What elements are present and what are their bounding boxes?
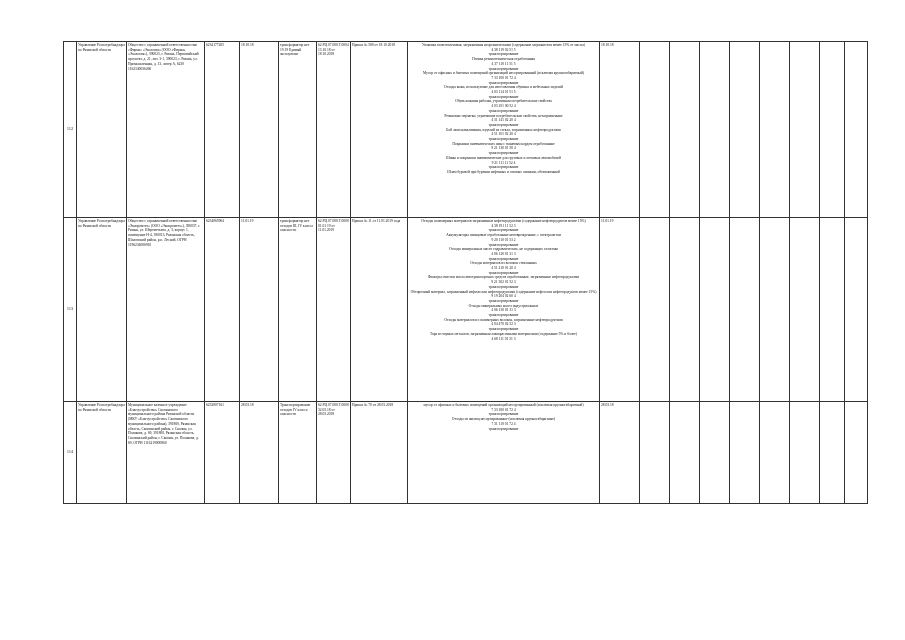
authority-cell: Управление Роспотребнадзора по Рязанской области [77,218,127,402]
row-number: 113 [64,218,77,402]
empty-cell [790,402,820,504]
waste-line: Отходы минеральных масел индустриальных [468,303,539,308]
waste-line: 4 31 141 02 20 4 [491,118,516,123]
waste-line: 9 21 130 01 50 4 [491,146,516,151]
waste-line: транспортирование [488,313,519,318]
organization-cell: Муниципальное казенное учреждение «Благоустройство» Скопинского муниципального района Рязанской области (МКУ «Благоустройство» Скопинского муниципального района), 391800, Рязанская область, Скопинский район, г. Скопин, ул. Полякова, д. 69, 391800, Рязанская область, Скопинский район, г. Скопин, ул. Полякова, д. 69, ОГРН 1116219000860 [127,402,205,504]
empty-cell [820,218,845,402]
table-row [64,42,868,218]
date-cell: 18.10.18 [240,42,279,218]
waste-line: транспортирование [488,242,519,247]
waste-line: 4 51 101 02 20 4 [491,132,516,137]
organization-cell: Общество с ограниченной ответственностью «Фирма» «Экология» (ООО «Фирма» «Экология»), 390023, г. Рязань, Первомайский проспект, д. 21, лит. 3-1, 390023, г. Рязань, ул. Промышленная, д. 13, литер А, 6230 1162340036260 [127,42,205,218]
waste-line: транспортирование [488,80,519,85]
license-cell: Приказ № 70 от 28.03.2018 [351,402,408,504]
date-cell: 28.03.18 [240,402,279,504]
waste-line: транспортирование [488,284,519,289]
waste-line: транспортирование [488,412,519,417]
empty-cell [640,402,670,504]
empty-cell [730,42,760,218]
inn-cell: 6233007161 [205,402,240,504]
empty-cell [845,402,868,504]
empty-cell [760,42,790,218]
waste-line: 4 68 111 01 51 3 [491,336,516,341]
waste-line: Резиновые перчатки, утратившие потребительские свойства, незагрязненные [444,113,563,118]
waste-line: транспортирование [488,270,519,275]
document-cell: 62.РЦ.07.000.Т.000413.10.18 от 18.10.2018 [317,42,351,218]
waste-line: 4 03 101 00 52 4 [491,104,516,109]
waste-line: 4 51 210 01 20 4 [491,266,516,271]
waste-line: Упаковка полиэтиленовая, загрязненная неорганическими (содержание загрязнителя менее 15% от массы) [421,43,586,47]
works-cell [408,402,600,504]
waste-line: транспортирование [488,327,519,332]
table-row [64,402,868,504]
waste-line: 7 33 100 01 72 4 [491,407,516,412]
waste-line: Тара из черных металлов, загрязненная лакокрасочными материалами (содержание 5% и более) [430,331,577,336]
register-table [63,41,868,504]
document-cell: 62.РЦ.07.000.Т.000032.03.18 от 28.03.2018 [317,402,351,504]
waste-line: Бой ламп накаливания, изделий из стекла, загрязненных нефтепродуктами [446,127,561,132]
end-date-cell: 11.01.19 [600,218,640,402]
waste-line: Пленка резинотехническая отработанная [472,57,535,62]
end-date-cell: 18.10.18 [600,42,640,218]
waste-line: Обувь кожаная рабочая, утратившая потребительские свойства [455,99,552,104]
waste-line: Обтирочный материал, загрязненный нефтью или нефтепродуктами (содержание нефти или нефтепродуктов менее 15%) [410,289,597,294]
organization-cell: Общество с ограниченной ответственностью «Экопромтех» (ООО «Экопромтех»), 390037, г. Рязань, ул. Шереметьева, д. 3, корпус 1, помещение Н-4, 390013, Рязанская область, Шиловский район, р.п. Лесной, ОГРН 1196234006910 [127,218,205,402]
waste-line: 9 21 111 11 52 4 [491,160,516,165]
waste-line: 9 20 110 01 53 2 [491,237,516,242]
waste-line: Отходы минеральных масел гидравлических, не содержащих галогены [449,247,558,252]
waste-line: Отходы материалов из волокон стеклянных [470,261,537,266]
waste-line: транспортирование [488,94,519,99]
waste-line: 7 33 100 01 72 4 [491,75,516,80]
waste-line: Отходы полимерных материалов загрязненные нефтепродуктами (содержание нефтепродуктов менее 15%) [421,219,586,223]
inn-cell: 6234065964 [205,218,240,402]
empty-cell [730,402,760,504]
waste-line: 4 06 130 01 31 3 [491,308,516,313]
row-number: 114 [64,402,77,504]
empty-cell [670,402,700,504]
empty-cell [700,42,730,218]
waste-line: Отходы из жилищ несортированные (исключая крупногабаритные) [451,417,556,422]
empty-cell [640,42,670,218]
empty-cell [760,218,790,402]
waste-line: транспортирование [488,122,519,127]
waste-line: транспортирование [488,52,519,57]
waste-line: Фильтры очистки масла автотранспортных средств отработанные, загрязненные нефтепродуктами [427,275,580,280]
waste-line: 4 06 120 01 31 3 [491,251,516,256]
document-cell: 62.РЦ.07.000.Т.000001.01.19 от 11.01.2019 [317,218,351,402]
works-cell [408,218,600,402]
waste-line: мусор от офисных и бытовых помещений организаций несортированный (исключая крупногабаритный) [423,403,584,407]
waste-line: 4 38 191 11 52 3 [491,223,516,228]
empty-cell [640,218,670,402]
waste-line: транспортирование [488,66,519,71]
works-cell [408,42,600,218]
basis-cell: трансформатор нет отходов III, IV класса опасности [279,218,317,402]
empty-cell [700,218,730,402]
waste-line: Отходы кожи, используемые для изготовления обувных и мебельных изделий [444,85,563,90]
waste-line: Отходы материалов из полимерных волокон, загрязненные нефтепродуктами [444,317,563,322]
waste-line: транспортирование [488,298,519,303]
empty-cell [760,402,790,504]
empty-cell [790,218,820,402]
waste-line: Аккумуляторы свинцовые отработанные неповрежденные, с электролитом [446,233,561,238]
empty-cell [845,218,868,402]
empty-cell [730,218,760,402]
waste-line: транспортирование [488,108,519,113]
empty-cell [820,402,845,504]
waste-line: транспортирование [488,228,519,233]
waste-line: транспортирование [488,151,519,156]
waste-line: 4 38 119 02 51 5 [491,47,516,52]
waste-line: 9 19 204 02 60 4 [491,294,516,299]
basis-cell: трансформатор нет 19.19 Единый эксплуатант [279,42,317,218]
table-row [64,218,868,402]
waste-line: 9 21 302 01 52 3 [491,280,516,285]
date-cell: 11.01.19 [240,218,279,402]
empty-cell [820,42,845,218]
license-cell: Приказ № 11 от 11.01.2019 года [351,218,408,402]
waste-line: 4 04 470 02 52 3 [491,322,516,327]
waste-line: Шины и покрышки пневматические для грузовых и легковых автомобилей [446,155,561,160]
waste-line: транспортирование [488,256,519,261]
authority-cell: Управление Роспотребнадзора по Рязанской области [77,42,127,218]
waste-line: транспортирование [488,137,519,142]
license-cell: Приказ № 580 от 18.10.2018 [351,42,408,218]
basis-cell: Транспортирование отходов IV класса опасности [279,402,317,504]
empty-cell [670,42,700,218]
waste-line: транспортирование [488,426,519,431]
waste-line: 7 31 110 01 72 4 [491,421,516,426]
empty-cell [845,42,868,218]
row-number: 112 [64,42,77,218]
empty-cell [670,218,700,402]
waste-line: Мусор от офисных и бытовых помещений организаций несортированный (исключая крупногабаритный) [423,71,584,76]
inn-cell: 6234177205 [205,42,240,218]
empty-cell [790,42,820,218]
waste-line: транспортирование [488,165,519,170]
waste-line: Покрышки пневматических шин с тканевым кордом отработанные [452,141,555,146]
waste-line: 4 37 110 11 51 5 [491,61,516,66]
end-date-cell: 28.03.18 [600,402,640,504]
waste-line: Шлам буровой при бурении нефтяных и газовых скважин, обезвоженный [447,169,560,174]
empty-cell [700,402,730,504]
waste-line: 4 03 114 01 51 5 [491,90,516,95]
authority-cell: Управление Роспотребнадзора по Рязанской области [77,402,127,504]
